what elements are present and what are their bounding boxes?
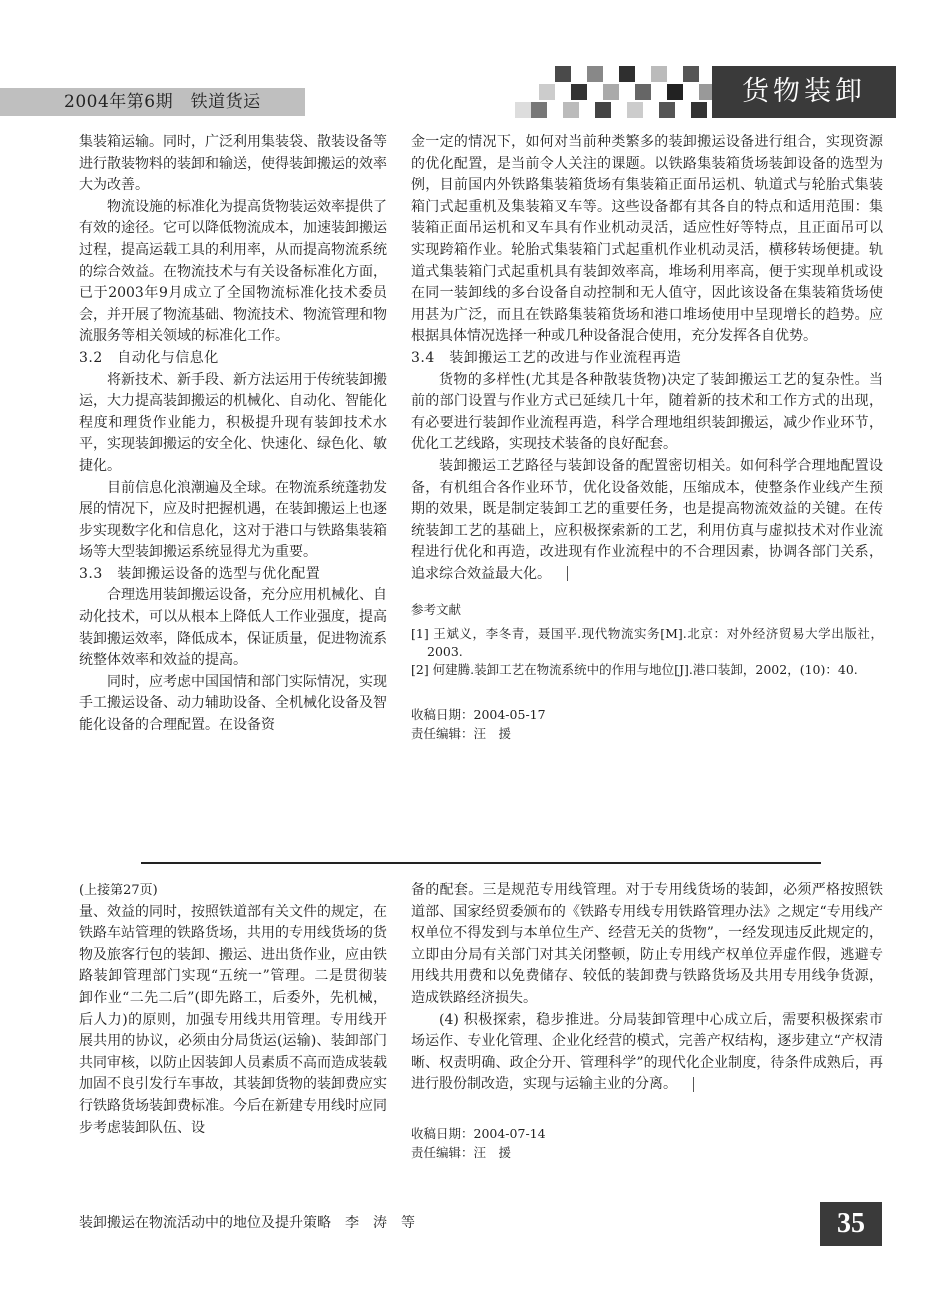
paragraph: 物流设施的标准化为提高货物装运效率提供了有效的途径。它可以降低物流成本，加速装卸搬运过程，提高运载工具的利用率，从而提高物流系统的综合效益。在物流技术与有关设备标准化方面，已于2003年9月成立了全国物流标准化技术委员会，并开展了物流基础、物流技术、物流管理和物流服务等相关领域的标准化工作。 xyxy=(79,198,387,345)
paragraph: 集装箱运输。同时，广泛利用集装袋、散装设备等进行散装物料的装卸和输送，使得装卸搬运的效率大为改善。 xyxy=(79,134,387,194)
continued-column-right xyxy=(411,880,883,1162)
paragraph: 货物的多样性(尤其是各种散装货物)决定了装卸搬运工艺的复杂性。当前的部门设置与作业方式已延续几十年，随着新的技术和工作方式的出现，有必要进行装卸作业流程再造，科学合理地组织装卸搬运，减少作业环节，优化工艺线路，实现技术装备的良好配套。 xyxy=(411,371,883,453)
received-date: 收稿日期：2004-07-14 xyxy=(411,1125,546,1141)
reference-item: [1] 王斌义，李冬青，聂国平.现代物流实务[M].北京：对外经济贸易大学出版社，2003. xyxy=(411,626,883,660)
paragraph: 合理选用装卸搬运设备，充分应用机械化、自动化技术，可以从根本上降低人工作业强度，提高装卸搬运效率，降低成本，保证质量，促进物流系统整体效率和效益的提高。 xyxy=(79,587,387,669)
page-number: 35 xyxy=(837,1208,865,1239)
continued-column-left xyxy=(79,880,387,1139)
paragraph xyxy=(411,1010,883,1096)
journal-issue: 2004年第6期 铁道货运 xyxy=(64,92,261,112)
responsible-editor: 责任编辑：汪 援 xyxy=(411,1144,512,1160)
responsible-editor: 责任编辑：汪 援 xyxy=(411,726,512,742)
paragraph: 目前信息化浪潮遍及全球。在物流系统蓬勃发展的情况下，应及时把握机遇，在装卸搬运上也逐步实现数字化和信息化，这对于港口与铁路集装箱场等大型装卸搬运系统显得尤为重要。 xyxy=(79,479,387,561)
section-title: 货物装卸 xyxy=(742,76,866,107)
article-column-left xyxy=(79,132,387,737)
paragraph-text: 装卸搬运工艺路径与装卸设备的配置密切相关。如何科学合理地配置设备，有机组合各作业环节，优化设备效能，压缩成本，使整条作业线产生预期的效果，既是制定装卸工艺的重要任务，也是提高物流效益的关键。在传统装卸工艺的基础上，应积极探索新的工艺，利用仿真与虚拟技术对作业流程进行优化和再造，改进现有作业流程中的不合理因素，协调各部门关系，追求综合效益最大化。 xyxy=(411,457,883,582)
continued-from-note: (上接第27页) xyxy=(79,883,158,898)
header-mosaic-decoration xyxy=(515,66,715,118)
paragraph: 量、效益的同时，按照铁道部有关文件的规定，在铁路车站管理的铁路货场，共用的专用线货场的货物及旅客行包的装卸、搬运、进出货作业，应由铁路装卸管理部门实现“五统一”管理。二是贯彻装卸作业“二先二后”(即先路工，后委外，先机械，后人力)的原则，加强专用线共用管理。专用线开展共用的协议，必须由分局货运(运输)、装卸部门共同审核，以防止因装卸人员素质不高而造成装载加固不良引发行车事故，其装卸货物的装卸费应实行铁路货场装卸费标准。今后在新建专用线时应同步考虑装卸队伍、设 xyxy=(79,903,387,1136)
paragraph-text: (4) 积极探索，稳步推进。分局装卸管理中心成立后，需要积极探索市场运作、专业化管理、企业化经营的模式，完善产权结构，逐步建立“产权清晰、权责明确、政企分开、管理科学”的现代化企业制度，待条件成熟后，再进行股份制改造，实现与运输主业的分离。 xyxy=(411,1011,883,1093)
section-heading: 3.4 装卸搬运工艺的改进与作业流程再造 xyxy=(411,349,682,366)
received-date: 收稿日期：2004-05-17 xyxy=(411,707,546,723)
paragraph xyxy=(411,456,883,586)
paragraph: 金一定的情况下，如何对当前种类繁多的装卸搬运设备进行组合，实现资源的优化配置，是当前令人关注的课题。以铁路集装箱货场装卸设备的选型为例，目前国内外铁路集装箱货场有集装箱正面吊运机、轨道式与轮胎式集装箱门式起重机及集装箱叉车等。这些设备都有其各自的特点和适用范围：集装箱正面吊运机和叉车具有作业机动灵活，适应性好等特点，且正面吊可以实现跨箱作业。轮胎式集装箱门式起重机作业机动灵活，横移转场便捷。轨道式集装箱门式起重机具有装卸效率高，堆场利用率高，便于实现单机或设在同一装卸线的多台设备自动控制和无人值守，因此该设备在集装箱货场使用甚为广泛，而且在铁路集装箱货场和港口堆场使用中呈现增长的趋势。应根据具体情况选择一种或几种设备混合使用，充分发挥各自优势。 xyxy=(411,134,883,345)
reference-item: [2] 何建腾.装卸工艺在物流系统中的作用与地位[J].港口装卸，2002，(10)：40. xyxy=(411,662,858,678)
section-heading: 3.2 自动化与信息化 xyxy=(79,349,219,366)
end-mark xyxy=(693,1077,694,1092)
article-meta xyxy=(411,705,883,743)
running-footer-title: 装卸搬运在物流活动中的地位及提升策略 李 涛 等 xyxy=(79,1215,415,1231)
article-column-right xyxy=(411,132,883,743)
paragraph: 同时，应考虑中国国情和部门实际情况，实现手工搬运设备、动力辅助设备、全机械化设备及智能化设备的合理配置。在设备资 xyxy=(79,673,387,734)
section-heading: 3.3 装卸搬运设备的选型与优化配置 xyxy=(79,565,321,582)
references xyxy=(411,601,883,679)
section-divider xyxy=(141,862,821,864)
end-mark xyxy=(567,566,568,581)
article-meta xyxy=(411,1124,883,1162)
references-title: 参考文献 xyxy=(411,602,462,618)
paragraph: 将新技术、新手段、新方法运用于传统装卸搬运，大力提高装卸搬运的机械化、自动化、智能化程度和理货作业能力，积极提升现有装卸技术水平，实现装卸搬运的安全化、快速化、绿色化、敏捷化。 xyxy=(79,371,387,474)
paragraph: 备的配套。三是规范专用线管理。对于专用线货场的装卸，必须严格按照铁道部、国家经贸委颁布的《铁路专用线专用铁路管理办法》之规定“专用线产权单位不得发到与本单位生产、经营无关的货物”，一经发现违反此规定的，立即由分局有关部门对其关闭整顿，防止专用线产权单位弄虚作假，逃避专用线共用费和以免费储存、较低的装卸费与铁路货场及共用专用线争货源，造成铁路经济损失。 xyxy=(411,882,883,1006)
